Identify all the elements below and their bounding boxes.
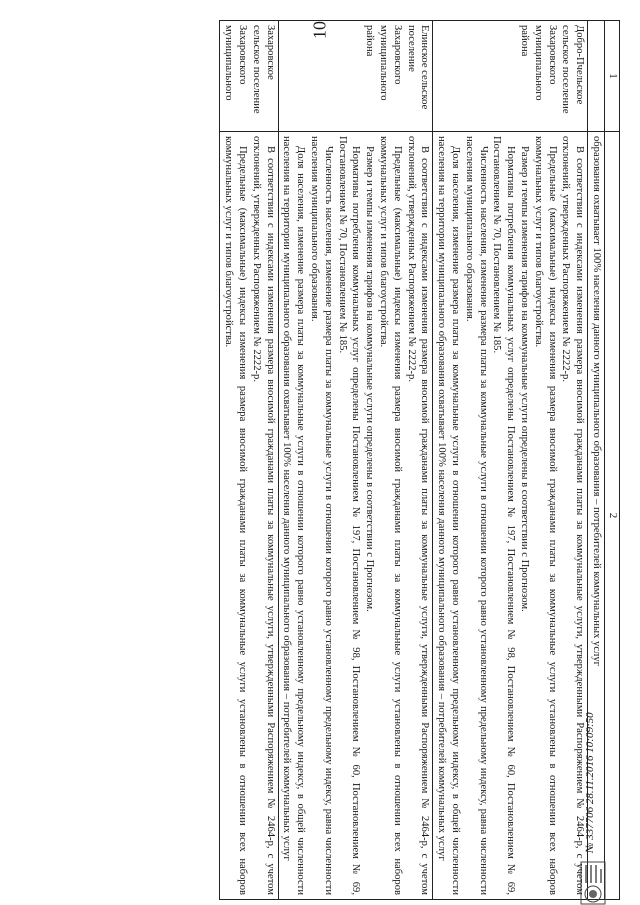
description-paragraph: Предельные (максимальные) индексы изменения размера вносимой гражданами платы за коммунальные услуги установлены в отношении всех наборов коммунальных услуг и типов благоустройства. [532,136,558,895]
document-table-region [90,20,620,900]
registration-footer [562,560,622,905]
municipality-name-line: Елинское сельское [419,25,431,110]
municipality-name-line: района [519,25,531,57]
municipality-cell [588,21,605,132]
description-paragraph: В соответствии с индексами изменения размера вносимой гражданами платы за коммунальные услуги, утвержденными Распоряжением № 2464-р, с учетом отклонений, утвержденных Распоряжением № 2222-р. [250,136,276,895]
municipality-name-line: муниципального [223,25,235,101]
description-paragraph: Численность населения, изменение размера платы за коммунальные услуги в отношении которого равно установленному предельному индексу, равна численности населения муниципального образования. [309,136,334,895]
municipality-name-line: поселение [405,25,417,72]
municipality-name-line: Захаровского [237,25,249,85]
description-paragraph: В соответствии с индексами изменения размера вносимой гражданами платы за коммунальные услуги, утвержденными Распоряжением № 2464-р, с учетом отклонений, утвержденных Распоряжением № 2222-р. [560,136,586,895]
description-paragraph: образования охватывает 100% населения данного муниципального образования – потребителей коммунальных услуг [591,136,602,666]
municipality-cell [220,21,278,132]
table-row [220,21,278,900]
description-paragraph: В соответствии с индексами изменения размера вносимой гражданами платы за коммунальные услуги, утвержденными Распоряжением № 2464-р, с учетом отклонений, утвержденных Распоряжением № 2222-р. [405,136,431,895]
description-paragraph: Предельные (максимальные) индексы изменения размера вносимой гражданами платы за коммунальные услуги установлены в отношении всех наборов коммунальных услуг и типов благоустройства. [378,136,403,895]
description-paragraph: Предельные (максимальные) индексы изменения размера вносимой гражданами платы за коммунальные услуги установлены в отношении всех наборов коммунальных услуг и типов благоустройства. [223,136,249,895]
municipality-name-line: сельское поселение [250,25,262,114]
municipality-name-line: района [364,25,376,57]
municipality-name-line: Захаровского [391,25,403,85]
header-cell-2: 2 [605,132,620,900]
page-number-text: 10 [309,21,330,39]
tariff-index-table [219,20,620,900]
municipality-name-line: Захаровское [264,25,276,80]
description-cell [220,132,278,900]
table-row [278,21,433,900]
municipality-cell [433,21,588,132]
description-paragraph: Доля населения, изменение размера платы за коммунальные услуги в отношении которого равно установленному предельному индексу, в общей численности населения на территории муниципального образования охватывает 100% населения данного муниципального образования – потребителей коммунальных услуг [436,136,462,895]
municipality-name-line: Захаровского [546,25,558,85]
header-cell-1: 1 [605,21,620,132]
municipality-name-line: муниципального [532,25,544,101]
description-paragraph: Численность населения, изменение размера платы за коммунальные услуги в отношении которого равно установленному предельному индексу, равна численности населения муниципального образования. [463,136,489,895]
registration-number: № 337706 28.11.2016 10:09:50 [584,712,596,853]
municipality-cell [278,21,433,132]
municipality-name-line: муниципального [378,25,390,101]
description-paragraph: Нормативы потребления коммунальных услуг определены Постановлением № 197, Постановлением № 98, Постановлением № 60, Постановлением № 69, Постановлением № 70, Постановлением № 185. [336,136,362,895]
description-cell [278,132,433,900]
description-paragraph: Размер и темпы изменения тарифов на коммунальные услуги определены в соответствии с Прогнозом. [364,146,376,612]
municipality-name-line: сельское поселение [560,25,572,114]
document-seal-icon [580,861,606,905]
description-paragraph: Доля населения, изменение размера платы за коммунальные услуги в отношении которого равно установленному предельному индексу, в общей численности населения на территории муниципального образования охватывает 100% населения данного муниципального образования – потребителей коммунальных услуг [281,136,307,895]
municipality-name-line: Добро-Пчельское [574,25,586,105]
description-paragraph: Нормативы потребления коммунальных услуг определены Постановлением № 197, Постановлением № 98, Постановлением № 60, Постановлением № 69, Постановлением № 70, Постановлением № 185. [491,136,517,895]
description-paragraph: Размер и темпы изменения тарифов на коммунальные услуги определены в соответствии с Прогнозом. [519,146,531,612]
